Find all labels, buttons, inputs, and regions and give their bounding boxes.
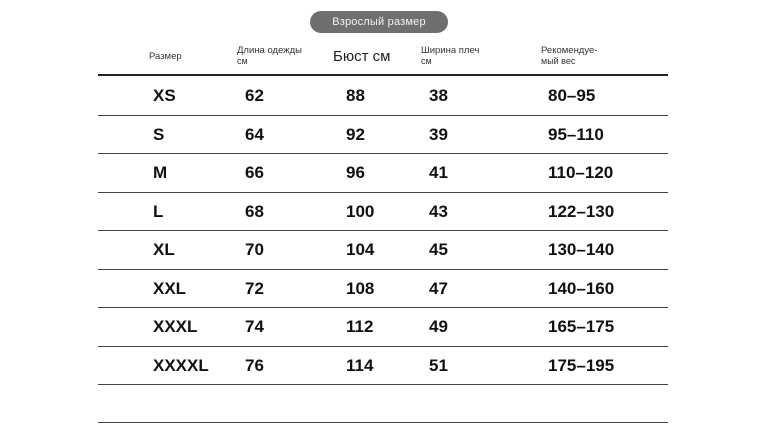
cell-bust: 112 (346, 317, 374, 336)
header-weight (541, 45, 597, 67)
cell-length: 66 (245, 163, 264, 182)
header-weight-label-line2: мый вес (541, 56, 576, 66)
cell-shoulder: 38 (429, 86, 448, 105)
header-shoulder-unit: см (421, 56, 432, 66)
header-size: Размер (149, 51, 182, 62)
cell-shoulder: 45 (429, 240, 448, 259)
table-row (98, 77, 668, 115)
cell-weight: 95–110 (548, 124, 604, 144)
cell-weight: 80–95 (548, 86, 596, 105)
cell-size: XXXXL (153, 355, 209, 375)
cell-shoulder: 49 (429, 317, 448, 336)
cell-bust: 92 (346, 124, 365, 144)
header-shoulder (421, 45, 479, 67)
cell-length: 76 (245, 355, 264, 375)
cell-weight: 140–160 (548, 278, 615, 298)
table-row (98, 193, 668, 231)
cell-weight: 130–140 (548, 240, 615, 259)
table-row (98, 270, 668, 308)
cell-length: 64 (245, 124, 264, 144)
table-row (98, 308, 668, 346)
cell-length: 74 (245, 317, 264, 336)
cell-size: M (153, 163, 168, 182)
table-row (98, 231, 668, 269)
cell-size: L (153, 201, 164, 221)
header-shoulder-label: Ширина плеч (421, 45, 480, 56)
cell-weight: 110–120 (548, 163, 614, 182)
cell-size: XXXL (153, 317, 198, 336)
table-row (98, 116, 668, 154)
header-weight-label: Рекомендуе- (541, 45, 598, 56)
table-row (98, 347, 668, 385)
header-length-unit: см (237, 56, 248, 66)
cell-length: 68 (245, 201, 264, 221)
cell-length: 70 (245, 240, 264, 259)
cell-shoulder: 39 (429, 124, 448, 144)
cell-shoulder: 41 (429, 163, 448, 182)
cell-bust: 100 (346, 201, 375, 221)
cell-shoulder: 47 (429, 278, 448, 298)
cell-weight: 122–130 (548, 201, 615, 221)
header-length-label: Длина одежды (237, 45, 302, 56)
cell-weight: 175–195 (548, 355, 615, 375)
cell-shoulder: 51 (429, 355, 448, 375)
cell-bust: 96 (346, 163, 365, 182)
cell-bust: 88 (346, 86, 365, 105)
header-bust: Бюст см (333, 48, 391, 65)
cell-bust: 108 (346, 278, 375, 298)
cell-size: XXL (153, 278, 187, 298)
cell-bust: 114 (346, 355, 374, 375)
cell-shoulder: 43 (429, 201, 448, 221)
size-category-badge: Взрослый размер (310, 11, 448, 33)
table-bottom-divider (98, 422, 668, 423)
header-divider (98, 74, 668, 76)
header-length (237, 45, 302, 67)
table-row (98, 154, 668, 192)
cell-length: 62 (245, 86, 264, 105)
row-divider (98, 384, 668, 385)
cell-length: 72 (245, 278, 264, 298)
cell-bust: 104 (346, 240, 375, 259)
cell-size: XL (153, 240, 175, 259)
cell-weight: 165–175 (548, 317, 615, 336)
cell-size: S (153, 124, 165, 144)
cell-size: XS (153, 86, 176, 105)
